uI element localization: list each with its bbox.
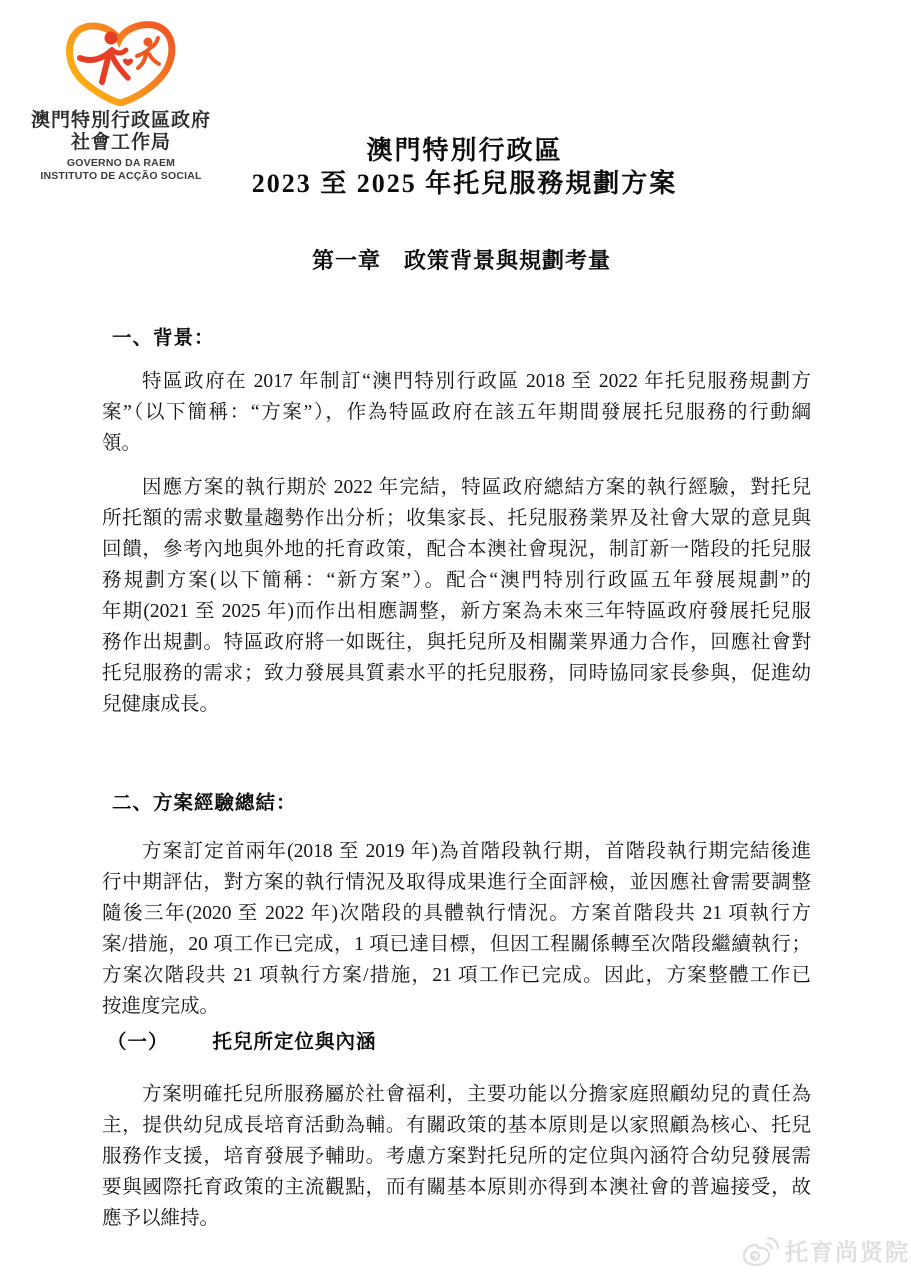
paragraph-line: 主，提供幼兒成長培育活動為輔。有關政策的基本原則是以家照顧為核心、托兒 xyxy=(102,1115,811,1136)
org-name-zh-line2: 社會工作局 xyxy=(70,132,171,153)
paragraph-line: 務作出規劃。特區政府將一如既往，與托兒所及相關業界通力合作，回應社會對 xyxy=(102,632,811,653)
watermark xyxy=(742,1234,910,1267)
subsection1-number: （一） xyxy=(107,1032,169,1053)
paragraph-line: 隨後三年(2020 至 2022 年)次階段的具體執行情況。方案首階段共 21 項執行方 xyxy=(102,903,811,924)
subsection1-heading xyxy=(102,1031,811,1055)
paragraph-background-2 xyxy=(102,472,811,720)
paragraph-line: 按進度完成。 xyxy=(102,996,220,1017)
paragraph-line: 服務作支援，培育發展予輔助。考慮方案對托兒所的定位與內涵符合幼兒發展需 xyxy=(102,1146,811,1167)
subsection1-title: 托兒所定位與內涵 xyxy=(212,1032,377,1053)
weibo-icon xyxy=(742,1235,780,1267)
chapter-heading: 第一章 政策背景與規劃考量 xyxy=(311,248,611,273)
paragraph-line: 方案訂定首兩年(2018 至 2019 年)為首階段執行期，首階段執行期完結後進 xyxy=(142,841,811,862)
paragraph-line: 兒健康成長。 xyxy=(102,694,220,715)
document-title-line2: 2023 至 2025 年托兒服務規劃方案 xyxy=(251,169,678,198)
section1-heading: 一、背景： xyxy=(112,328,215,349)
paragraph-line: 要與國際托育政策的主流觀點，而有關基本原則亦得到本澳社會的普遍接受，故 xyxy=(102,1177,811,1198)
paragraph-line: 托兒服務的需求；致力發展具質素水平的托兒服務，同時協同家長參與，促進幼 xyxy=(102,663,811,684)
paragraph-line: 行中期評估，對方案的執行情況及取得成果進行全面評檢，並因應社會需要調整 xyxy=(102,872,811,893)
paragraph-line: 回饋，參考內地與外地的托育政策，配合本澳社會現況，制訂新一階段的托兒服 xyxy=(102,539,811,560)
document-title-line1: 澳門特別行政區 xyxy=(366,136,563,165)
paragraph-line: 應予以維持。 xyxy=(102,1208,220,1229)
paragraph-summary xyxy=(102,836,811,1022)
paragraph-line: 方案明確托兒所服務屬於社會福利，主要功能以分擔家庭照顧幼兒的責任為 xyxy=(142,1084,811,1105)
watermark-text: 托育尚贤院 xyxy=(785,1239,910,1265)
paragraph-line: 所托額的需求數量趨勢作出分析；收集家長、托兒服務業界及社會大眾的意見與 xyxy=(102,508,811,529)
paragraph-positioning xyxy=(102,1079,811,1234)
paragraph-line: 特區政府在 2017 年制訂“澳門特別行政區 2018 至 2022 年托兒服務規劃方 xyxy=(142,371,811,392)
paragraph-line: 務規劃方案(以下簡稱：“新方案”）。配合“澳門特別行政區五年發展規劃”的 xyxy=(102,570,811,591)
org-name-pt-line1: GOVERNO DA RAEM xyxy=(66,157,176,169)
paragraph-background-1 xyxy=(102,366,811,459)
org-name-pt-line2: INSTITUTO DE ACÇÃO SOCIAL xyxy=(40,169,202,182)
mini-heart-icon xyxy=(123,59,133,66)
paragraph-line: 案/措施，20 項工作已完成，1 項已達目標，但因工程關係轉至次階段繼續執行； xyxy=(102,934,811,955)
paragraph-line: 年期(2021 至 2025 年)而作出相應調整，新方案為未來三年特區政府發展托兒服 xyxy=(102,601,811,622)
paragraph-line: 領。 xyxy=(102,433,142,454)
paragraph-line: 因應方案的執行期於 2022 年完結，特區政府總結方案的執行經驗，對托兒 xyxy=(142,477,811,498)
paragraph-line: 方案次階段共 21 項執行方案/措施，21 項工作已完成。因此，方案整體工作已 xyxy=(102,965,811,986)
ias-heart-logo xyxy=(62,20,180,106)
section2-heading: 二、方案經驗總結： xyxy=(112,793,297,814)
org-name-zh-line1: 澳門特別行政區政府 xyxy=(30,110,211,131)
document-title xyxy=(9,134,911,200)
paragraph-line: 案”（以下簡稱：“方案”），作為特區政府在該五年期間發展托兒服務的行動綱 xyxy=(102,402,811,423)
